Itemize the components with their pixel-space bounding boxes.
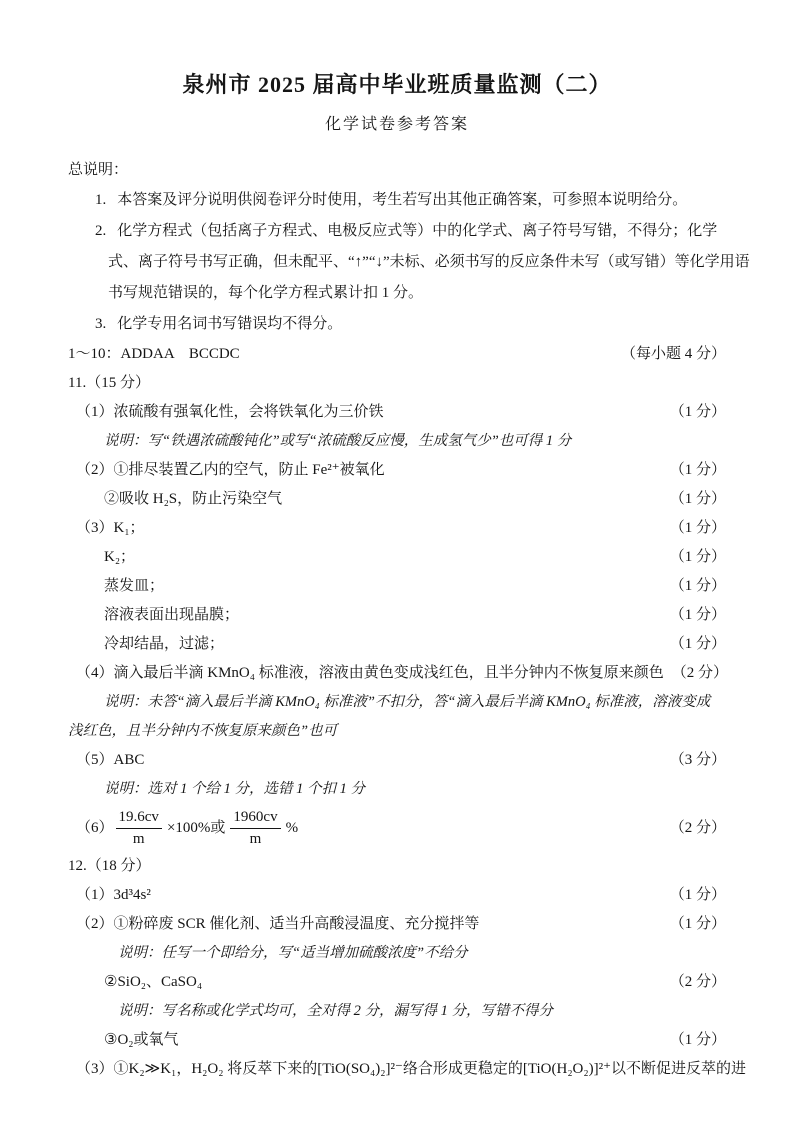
general-note-item-2-cont <box>68 278 726 309</box>
note-number: 3. <box>95 316 107 332</box>
formula-suffix: % <box>285 819 299 836</box>
general-note-item-3 <box>68 309 726 340</box>
answer-text: （2）①排尽装置乙内的空气，防止 Fe²⁺被氧化 <box>76 462 385 478</box>
general-note-item-2 <box>68 216 726 247</box>
note-text: 说明：选对 1 个给 1 分，选错 1 个扣 1 分 <box>104 781 365 797</box>
score-label: （每小题 4 分） <box>620 346 726 362</box>
answer-row-12-2-2 <box>68 968 726 997</box>
answer-text: ③O₂或氧气 <box>104 1032 179 1048</box>
answer-row-11-1 <box>68 398 726 427</box>
grading-note-12-2-2 <box>68 997 726 1026</box>
score-label: （2 分） <box>669 974 726 990</box>
answer-row-11-3-4 <box>68 601 726 630</box>
grading-note-11-4-line2 <box>68 717 726 746</box>
note-number: 1. <box>95 192 107 208</box>
score-label: （1 分） <box>669 549 726 565</box>
note-text: 化学专用名词书写错误均不得分。 <box>117 316 343 332</box>
answer-row-11-2-1 <box>68 456 726 485</box>
answer-row-11-2-2 <box>68 485 726 514</box>
score-label: （1 分） <box>669 916 726 932</box>
note-text: 本答案及评分说明供阅卷评分时使用，考生若写出其他正确答案，可参照本说明给分。 <box>117 192 688 208</box>
page-subtitle: 化学试卷参考答案 <box>324 116 469 133</box>
answer-row-11-3-2 <box>68 543 726 572</box>
answer-row-11-3-5 <box>68 630 726 659</box>
general-note-item-2-cont <box>68 247 750 278</box>
score-label: （1 分） <box>669 404 726 420</box>
answer-row-12-2-3 <box>68 1026 726 1055</box>
note-text: 说明：未答“滴入最后半滴 KMnO₄ 标准液”不扣分，答“滴入最后半滴 KMnO₄ 标准液，溶液变成 <box>104 694 711 710</box>
multiple-choice-answers: 1～10：ADDAA BCCDC <box>68 346 240 362</box>
answer-text: （5）ABC <box>76 752 145 768</box>
answer-row-11-4 <box>68 659 729 688</box>
answer-row-12-2-1 <box>68 910 726 939</box>
note-text: 化学方程式（包括离子方程式、电极反应式等）中的化学式、离子符号写错，不得分；化学 <box>117 223 718 239</box>
fraction <box>116 807 162 850</box>
answer-text: （2）①粉碎废 SCR 催化剂、适当升高酸浸温度、充分搅拌等 <box>76 916 480 932</box>
score-label: （1 分） <box>669 578 726 594</box>
grading-note-11-1 <box>68 427 726 456</box>
question-11-heading <box>68 369 726 398</box>
answer-text: 冷却结晶，过滤； <box>104 636 225 652</box>
fraction <box>230 807 280 850</box>
score-label: （1 分） <box>669 491 726 507</box>
page-title: 泉州市 2025 届高中毕业班质量监测（二） <box>182 72 612 97</box>
score-label: （1 分） <box>669 607 726 623</box>
fraction-numerator: 19.6cv <box>116 807 162 829</box>
answer-text: （1）3d³4s² <box>76 887 151 903</box>
grading-note-12-2-1 <box>68 939 726 968</box>
multiple-choice-answers-row <box>68 340 726 369</box>
note-text: 浅红色，且半分钟内不恢复原来颜色”也可 <box>68 723 338 739</box>
fraction-numerator: 1960cv <box>230 807 280 829</box>
score-label: （2 分） <box>671 665 729 681</box>
answer-row-11-3-1 <box>68 514 726 543</box>
note-number: 2. <box>95 223 107 239</box>
fraction-denominator: m <box>132 830 145 847</box>
answer-text: K₂； <box>104 549 136 565</box>
general-note-item-1 <box>68 185 726 216</box>
general-notes-heading: 总说明： <box>68 162 129 178</box>
item-number: （6） <box>76 819 114 836</box>
grading-note-11-4-line1 <box>68 688 726 717</box>
answer-text: ②SiO₂、CaSO₄ <box>104 974 203 990</box>
score-label: （3 分） <box>669 752 726 768</box>
formula-expression <box>76 807 298 850</box>
note-text: 式、离子符号书写正确，但未配平、“↑”“↓”未标、必须书写的反应条件未写（或写错）等化学用语 <box>108 254 750 270</box>
answer-row-11-3-3 <box>68 572 726 601</box>
answer-text: （3）K₁； <box>76 520 145 536</box>
score-label: （1 分） <box>669 1032 726 1048</box>
answer-text: （1）浓硫酸有强氧化性，会将铁氧化为三价铁 <box>76 404 384 420</box>
question-12-heading <box>68 852 726 881</box>
score-label: （1 分） <box>669 887 726 903</box>
formula-middle-text: ×100%或 <box>166 819 226 836</box>
answer-row-11-6 <box>68 804 726 852</box>
answer-text: （4）滴入最后半滴 KMnO₄ 标准液，溶液由黄色变成浅红色，且半分钟内不恢复原来颜色 <box>76 665 664 681</box>
grading-note-11-5 <box>68 775 726 804</box>
answer-text: 溶液表面出现晶膜； <box>104 607 240 623</box>
answer-row-12-1 <box>68 881 726 910</box>
score-label: （1 分） <box>669 636 726 652</box>
question-heading-text: 11.（15 分） <box>68 375 150 391</box>
score-label: （2 分） <box>669 819 726 836</box>
note-text: 说明：写名称或化学式均可，全对得 2 分，漏写得 1 分，写错不得分 <box>118 1003 553 1019</box>
fraction-denominator: m <box>249 830 262 847</box>
question-heading-text: 12.（18 分） <box>68 858 151 874</box>
note-text: 说明：任写一个即给分，写“适当增加硫酸浓度”不给分 <box>118 945 468 961</box>
note-text: 书写规范错误的，每个化学方程式累计扣 1 分。 <box>108 285 424 301</box>
note-text: 说明：写“铁遇浓硫酸钝化”或写“浓硫酸反应慢，生成氢气少”也可得 1 分 <box>104 433 572 449</box>
answer-text: 蒸发皿； <box>104 578 165 594</box>
score-label: （1 分） <box>669 462 726 478</box>
answer-text: ②吸收 H₂S，防止污染空气 <box>104 491 283 507</box>
score-label: （1 分） <box>669 520 726 536</box>
answer-row-12-3 <box>68 1055 747 1084</box>
answer-text: （3）①K₂≫K₁，H₂O₂ 将反萃下来的[TiO(SO₄)₂]²⁻络合形成更稳定的[TiO(H₂O₂)]²⁺以不断促进反萃的进 <box>76 1061 747 1077</box>
answer-row-11-5 <box>68 746 726 775</box>
